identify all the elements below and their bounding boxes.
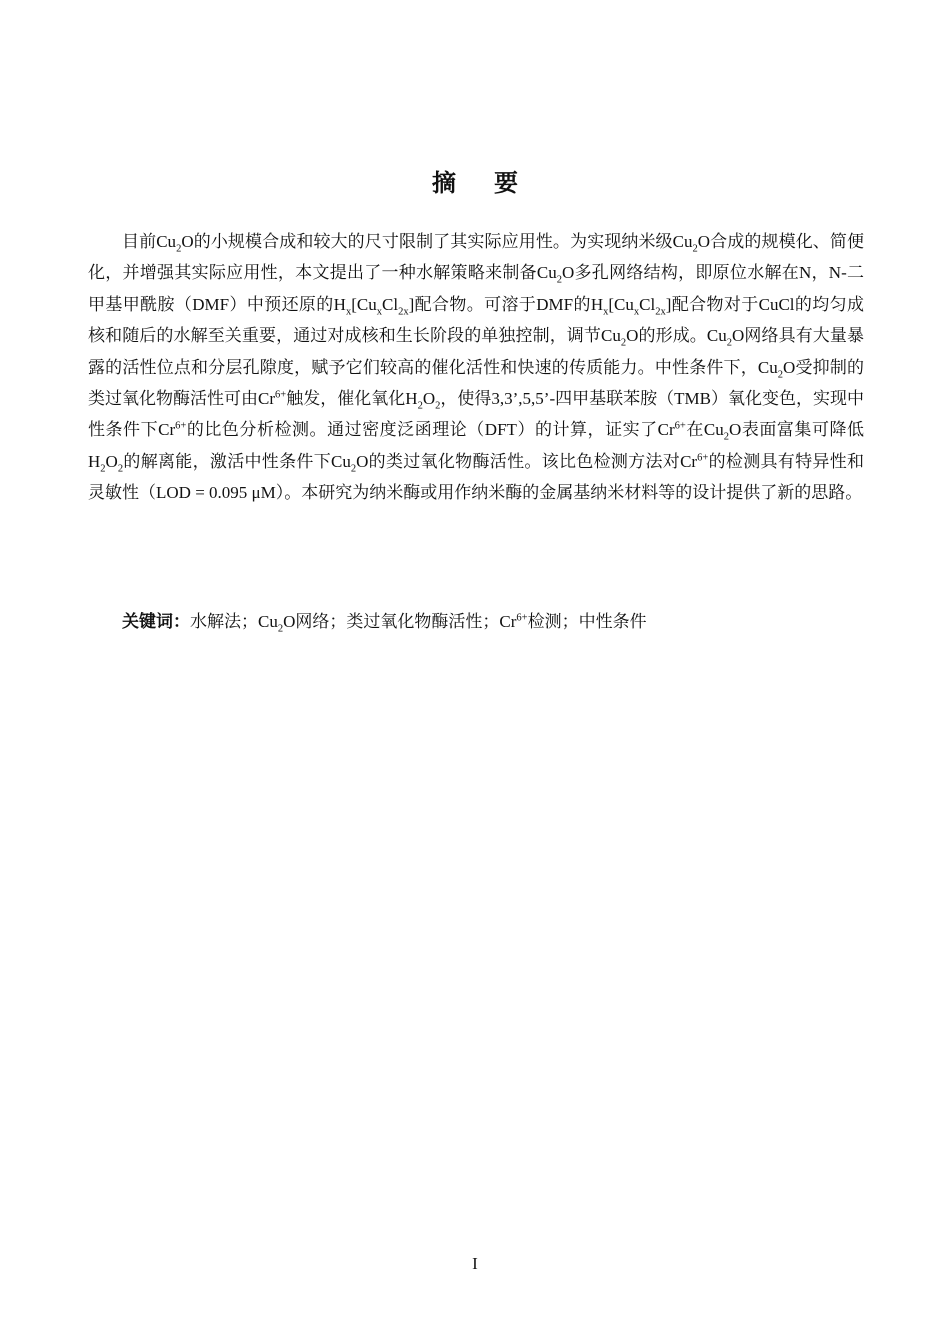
superscript: 6+ — [697, 452, 709, 464]
subscript: x — [345, 306, 352, 318]
page-number: I — [472, 1254, 478, 1273]
superscript: 6+ — [275, 389, 287, 401]
subscript: 2 — [417, 400, 423, 412]
subscript: 2x — [398, 306, 409, 318]
superscript: 6+ — [175, 420, 187, 432]
subscript: x — [376, 306, 382, 318]
superscript: 6+ — [674, 420, 686, 432]
subscript: 2 — [277, 623, 284, 635]
subscript: 2 — [692, 243, 698, 255]
subscript: 2 — [777, 369, 784, 381]
superscript: 6+ — [516, 612, 528, 624]
page-title: 摘要 — [432, 169, 556, 197]
subscript: 2 — [117, 463, 124, 475]
subscript: 2 — [723, 431, 730, 443]
subscript: x — [603, 306, 609, 318]
subscript: 2 — [620, 337, 627, 349]
subscript: 2x — [655, 306, 666, 318]
subscript: 2 — [435, 400, 441, 412]
subscript: 2 — [176, 243, 182, 255]
subscript: 2 — [726, 337, 733, 349]
subscript: 2 — [100, 463, 106, 475]
subscript: 2 — [350, 463, 357, 475]
keywords-label: 关键词： — [122, 612, 190, 632]
subscript: x — [633, 306, 640, 318]
abstract-paragraph: 目前$Cu_2O$的小规模合成和较大的尺寸限制了其实际应用性。为实现纳米级$Cu_2O$合成的规模化、简便化，并增强其实际应用性，本文提出了一种水解策略来制备$Cu_2O$多孔网络结构，即原位水解在N，N-二甲基甲酰胺（DMF）中预还原的$H_x[Cu_xCl_{2x}]$配合物。可溶于DMF的$H_x[Cu_xCl_{2x}]$配合物对于CuCl的均匀成核和随后的水解至关重要，通过对成核和生长阶段的单独控制，调节$Cu_2O$的形成。$Cu_2O$网络具有大量暴露的活性位点和分层孔隙度，赋予它们较高的催化活性和快速的传质能力。中性条件下，$Cu_2O$受抑制的类过氧化物酶活性可由$Cr^{6+}$触发，催化氧化$H_2O_2$，使得3,3’,5,5’-四甲基联苯胺（TMB）氧化变色，实现中性条件下$Cr^{6+}$的比色分析检测。通过密度泛函理论（DFT）的计算，证实了$Cr^{6+}$在$Cu_2O$表面富集可降低$H_2O_2$的解离能，激活中性条件下$Cu_2O$的类过氧化物酶活性。该比色检测方法对$Cr^{6+}$的检测具有特异性和灵敏性（LOD = 0.095 μM）。本研究为纳米酶或用作纳米酶的金属基纳米材料等的设计提供了新的思路。 — [88, 232, 865, 503]
subscript: 2 — [556, 274, 562, 286]
keywords-line — [88, 606, 864, 638]
keywords-text: 水解法；$Cu_2O$网络；类过氧化物酶活性；$Cr^{6+}$检测；中性条件 — [190, 612, 647, 635]
